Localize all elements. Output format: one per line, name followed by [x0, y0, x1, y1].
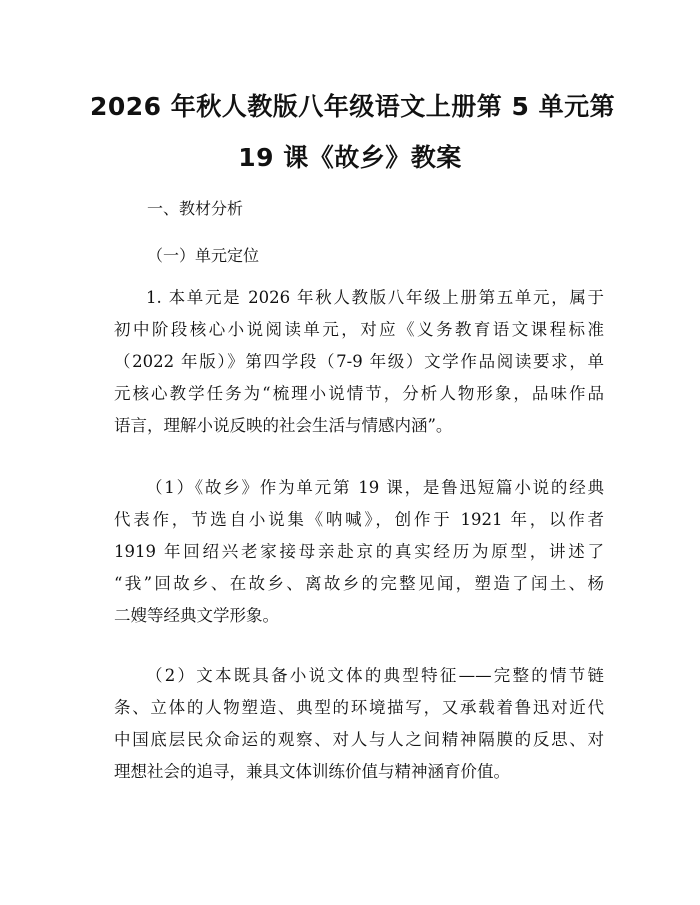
- paragraph-line: （2）文本既具备小说文体的典型特征——完整的情节链: [146, 666, 604, 685]
- paragraph-line: 条、立体的人物塑造、典型的环境描写，又承载着鲁迅对近代: [114, 698, 604, 717]
- subsection-heading: （一）单元定位: [147, 246, 260, 265]
- paragraph-line: （1）《故乡》作为单元第 19 课，是鲁迅短篇小说的经典: [146, 478, 604, 497]
- paragraph-unit-intro: [114, 282, 604, 442]
- paragraph-line: 元核心教学任务为“梳理小说情节，分析人物形象，品味作品: [114, 384, 604, 403]
- paragraph-text-features: [114, 660, 604, 788]
- section-heading: 一、教材分析: [147, 199, 244, 218]
- paragraph-line: 理想社会的追寻，兼具文体训练价值与精神涵育价值。: [114, 762, 510, 781]
- paragraph-line: 1919 年回绍兴老家接母亲赴京的真实经历为原型，讲述了: [114, 542, 604, 561]
- paragraph-line: 1. 本单元是 2026 年秋人教版八年级上册第五单元，属于: [146, 288, 604, 307]
- paragraph-line: 初中阶段核心小说阅读单元，对应《义务教育语文课程标准: [114, 320, 604, 339]
- paragraph-line: “我”回故乡、在故乡、离故乡的完整见闻，塑造了闰土、杨: [114, 574, 604, 593]
- document-title-line-2: 19 课《故乡》教案: [238, 143, 462, 172]
- paragraph-line: 语言，理解小说反映的社会生活与情感内涵”。: [114, 416, 453, 435]
- paragraph-line: 中国底层民众命运的观察、对人与人之间精神隔膜的反思、对: [114, 730, 604, 749]
- paragraph-line: （2022 年版）》第四学段（7-9 年级）文学作品阅读要求，单: [114, 352, 604, 371]
- paragraph-line: 代表作，节选自小说集《呐喊》，创作于 1921 年，以作者: [114, 510, 604, 529]
- paragraph-text-background: [114, 472, 604, 632]
- paragraph-line: 二嫂等经典文学形象。: [114, 606, 279, 625]
- document-title-line-1: 2026 年秋人教版八年级语文上册第 5 单元第: [90, 92, 616, 121]
